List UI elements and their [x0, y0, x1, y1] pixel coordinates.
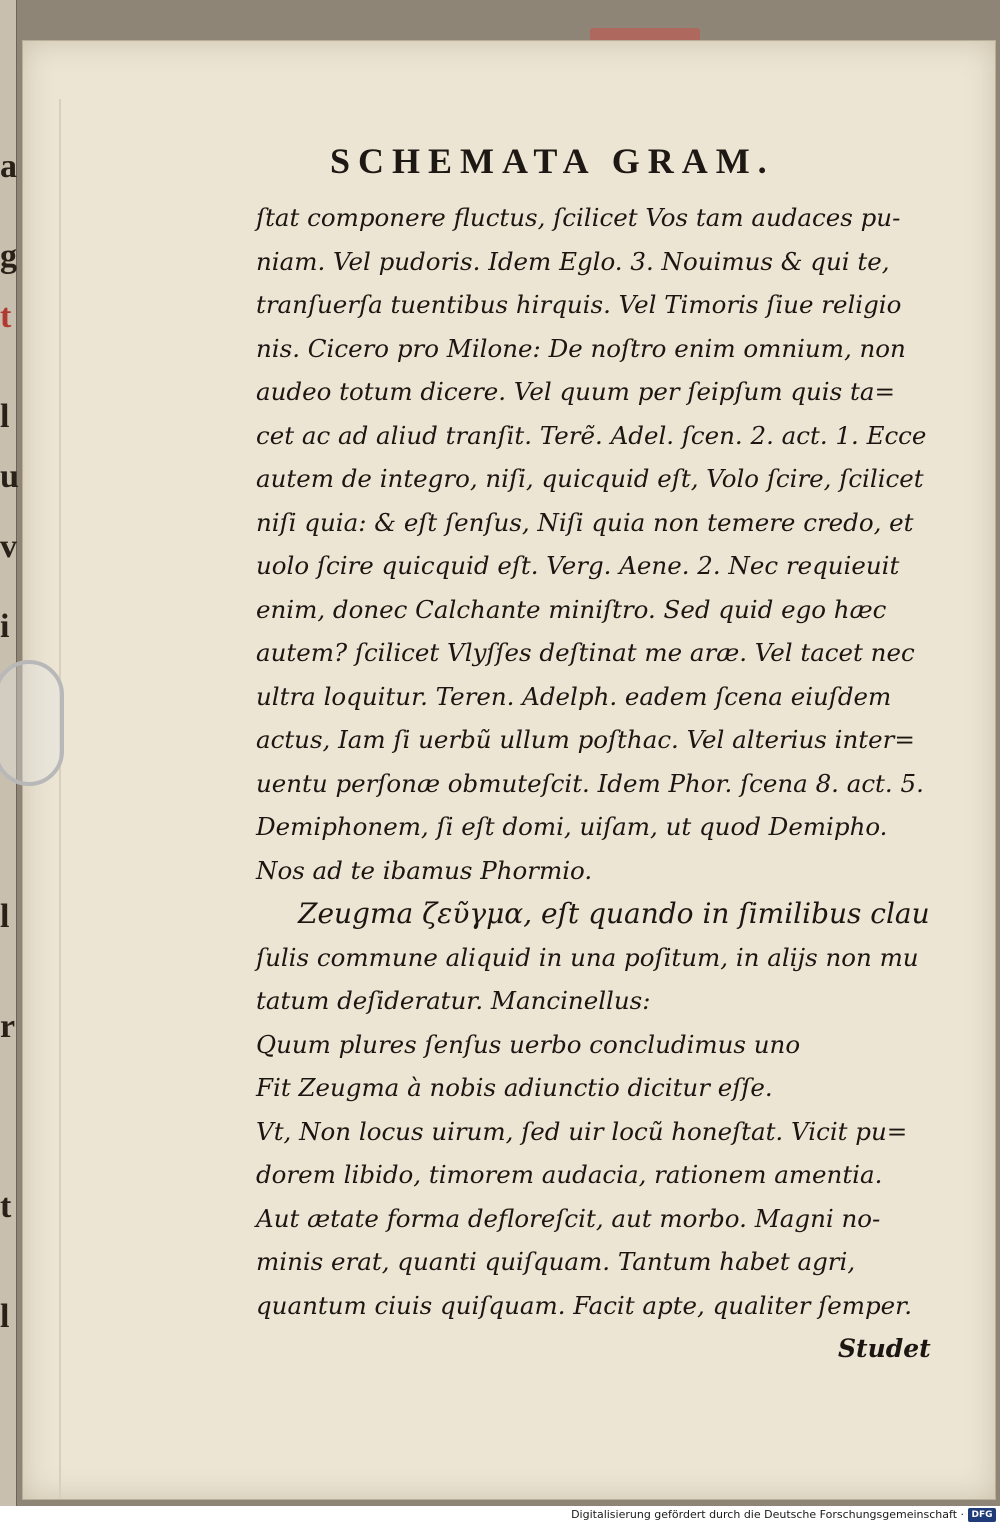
text-line: Nos ad te ibamus Phormio. [256, 855, 593, 885]
text-line: ſulis commune aliquid in una poſitum, in alijs non mu [256, 942, 919, 972]
bleed-through-glyph: l [0, 1298, 10, 1335]
text-line: minis erat, quanti quiſquam. Tantum habet agri, [256, 1247, 856, 1276]
bleed-through-glyph: u [0, 458, 19, 495]
page-stack-edge [59, 99, 61, 1499]
bleed-through-glyph: r [0, 1008, 16, 1045]
text-line: tranſuerſa tuentibus hirquis. Vel Timoris ſiue religio [256, 290, 902, 319]
text-line: tatum deſideratur. Mancinellus: [256, 986, 651, 1015]
bleed-through-glyph: i [0, 608, 10, 645]
bleed-through-glyph: t [0, 1188, 12, 1225]
text-line: quantum ciuis quiſquam. Facit apte, qualiter ſemper. [256, 1290, 912, 1320]
funding-credit: Digitalisierung gefördert durch die Deutsche Forschungsgemeinschaft · [571, 1508, 964, 1521]
running-head: SCHEMATA GRAM. [330, 141, 775, 181]
text-block [256, 196, 936, 1327]
text-line: Vt, Non locus uirum, ſed uir locũ honeſtat. Vicit pu= [256, 1116, 908, 1146]
text-line: enim, donec Calchante miniſtro. Sed quid ego hæc [256, 594, 887, 624]
catchword: Studet [838, 1334, 931, 1363]
text-line: ultra loquitur. Teren. Adelph. eadem ſcena eiuſdem [256, 681, 892, 711]
dfg-logo: DFG [968, 1508, 996, 1522]
verse-line: Fit Zeugma à nobis adiunctio dicitur eſſe. [256, 1073, 773, 1102]
bleed-through-glyph: l [0, 398, 10, 435]
bleed-through-glyph: v [0, 528, 17, 565]
text-line: audeo totum dicere. Vel quum per ſeipſum quis ta= [256, 377, 895, 406]
bleed-through-glyph: l [0, 898, 10, 935]
text-line: autem de integro, niſi, quicquid eſt, Volo ſcire, ſcilicet [256, 464, 924, 493]
bleed-through-glyph: a [0, 148, 17, 185]
text-line: cet ac ad aliud tranſit. Terẽ. Adel. ſcen. 2. act. 1. Ecce [256, 420, 927, 450]
bleed-through-glyph: t [0, 298, 12, 335]
text-line: nis. Cicero pro Milone: De noſtro enim omnium, non [256, 333, 906, 363]
text-line: dorem libido, timorem audacia, rationem amentia. [256, 1160, 883, 1189]
text-line: actus, Iam ſi uerbũ ullum poſthac. Vel alterius inter= [256, 725, 915, 754]
paragraph-start-line: Zeugma ζεῦγμα, eſt quando in ſimilibus clau [298, 897, 930, 930]
verse-line: Quum plures ſenſus uerbo concludimus uno [256, 1029, 801, 1059]
text-line: ſtat componere fluctus, ſcilicet Vos tam audaces pu- [256, 203, 901, 232]
text-line: uolo ſcire quicquid eſt. Verg. Aene. 2. Nec requieuit [256, 551, 900, 580]
text-line: niſi quia: & eſt ſenſus, Niſi quia non temere credo, et [256, 507, 914, 537]
page-clip [0, 660, 64, 786]
text-line: uentu perſonæ obmuteſcit. Idem Phor. ſcena 8. act. 5. [256, 768, 924, 798]
text-line: Aut ætate forma defloreſcit, aut morbo. Magni no- [256, 1203, 881, 1233]
text-line: Demiphonem, ſi eſt domi, uiſam, ut quod Demipho. [256, 812, 888, 841]
text-line: autem? ſcilicet Vlyſſes deſtinat me aræ. Vel tacet nec [256, 638, 915, 667]
bleed-through-glyph: g [0, 238, 17, 275]
text-line: niam. Vel pudoris. Idem Eglo. 3. Nouimus & qui te, [256, 246, 890, 276]
